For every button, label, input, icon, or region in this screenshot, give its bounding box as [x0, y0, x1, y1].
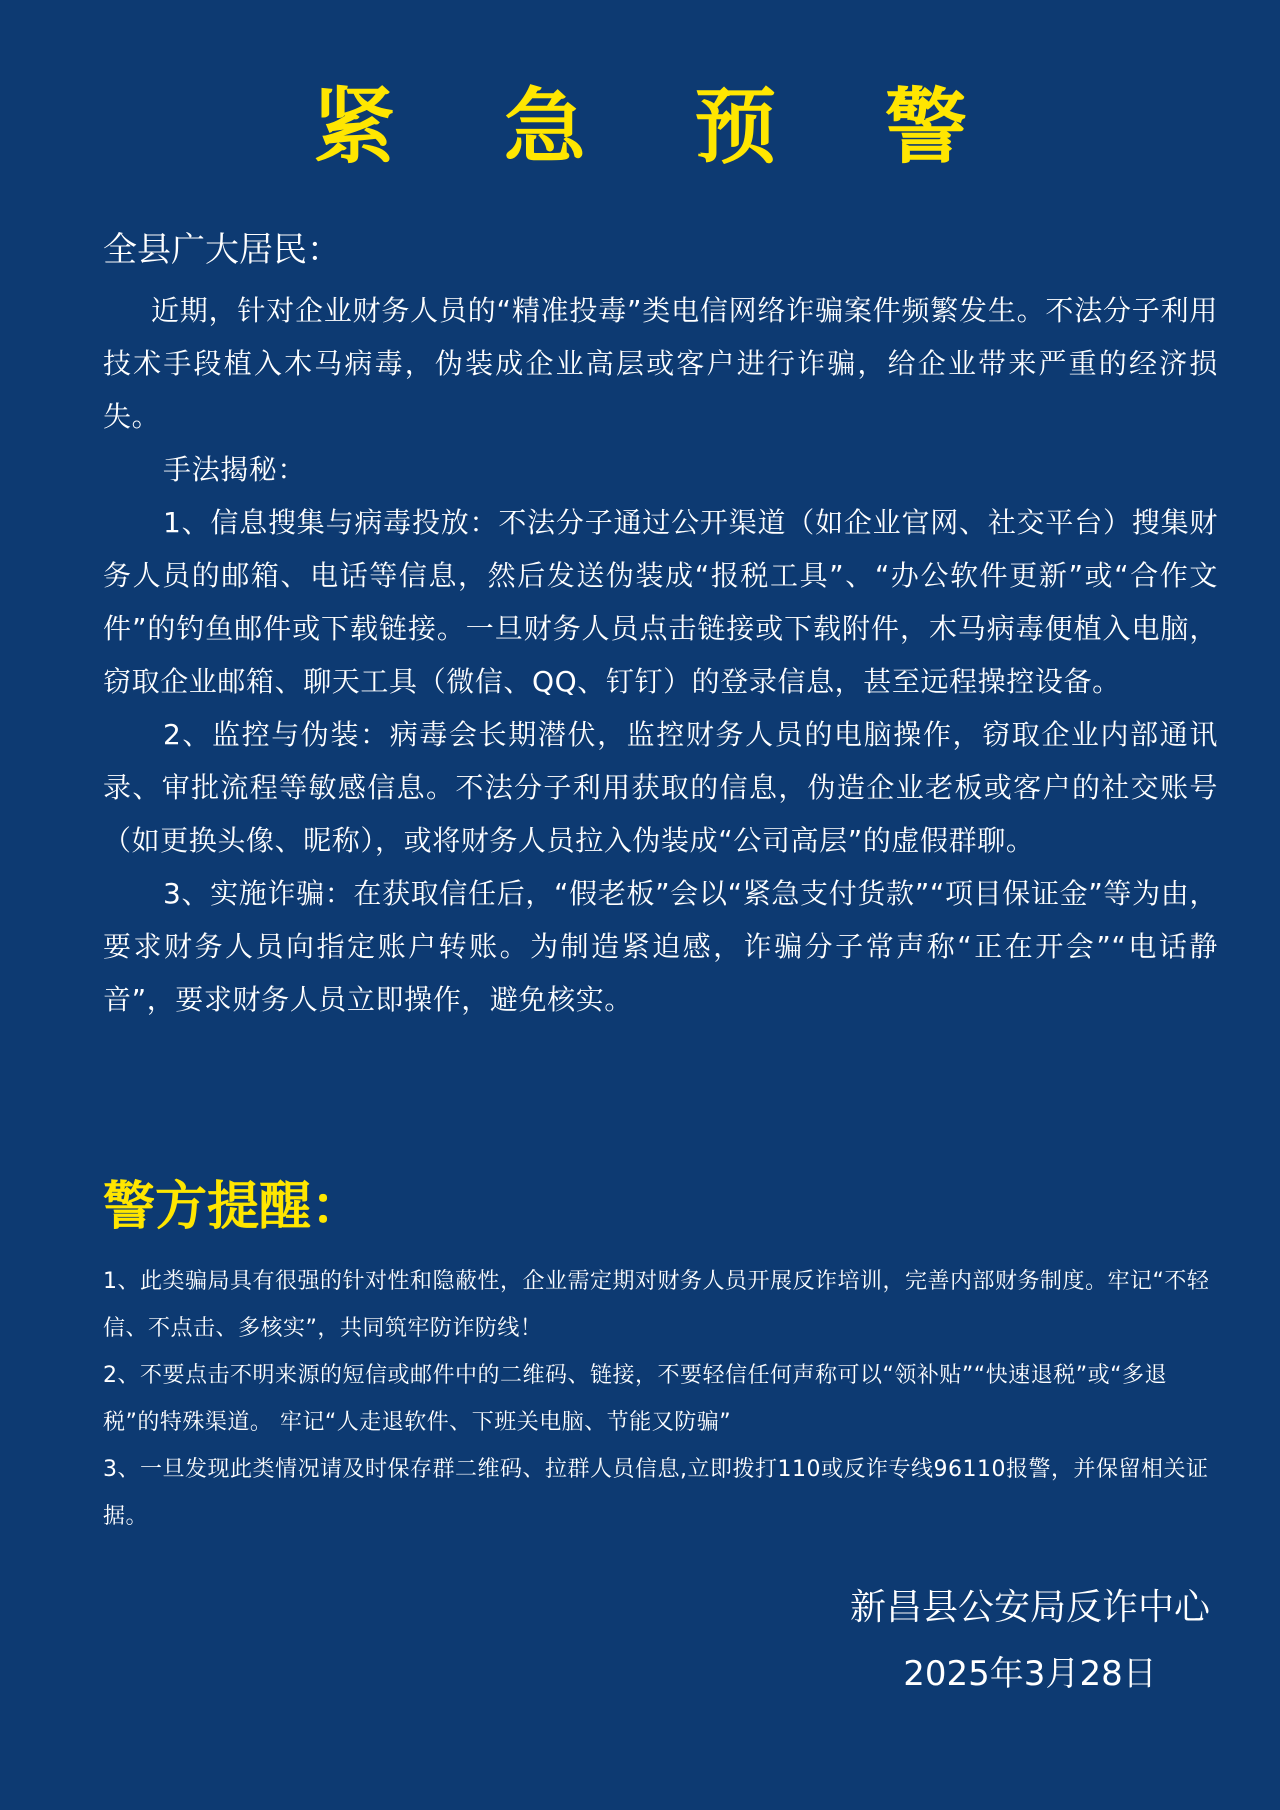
method-item-2: 2、监控与伪装：病毒会长期潜伏，监控财务人员的电脑操作，窃取企业内部通讯录、审批流程等敏感信息。不法分子利用获取的信息，伪造企业老板或客户的社交账号（如更换头像、昵称），或将财务人员拉入伪装成“公司高层”的虚假群聊。: [103, 718, 1218, 857]
page-title: 紧 急 预 警: [313, 80, 1007, 175]
signature-block: [820, 1580, 1240, 1702]
issuing-organization: 新昌县公安局反诈中心: [849, 1587, 1210, 1628]
method-item-1: 1、信息搜集与病毒投放：不法分子通过公开渠道（如企业官网、社交平台）搜集财务人员的邮箱、电话等信息，然后发送伪装成“报税工具”、“办公软件更新”或“合作文件”的钓鱼邮件或下载链接。一旦财务人员点击链接或下载附件，木马病毒便植入电脑，窃取企业邮箱、聊天工具（微信、QQ、钉钉）的登录信息，甚至远程操控设备。: [103, 506, 1218, 698]
methods-heading: 手法揭秘：: [163, 453, 307, 486]
intro-body: [103, 284, 1218, 1026]
reminder-list: [103, 1258, 1223, 1540]
salutation: 全县广大居民：: [103, 230, 341, 270]
police-reminder-heading: 警方提醒：: [103, 1177, 364, 1237]
reminder-item-1: 1、此类骗局具有很强的针对性和隐蔽性，企业需定期对财务人员开展反诈培训，完善内部财务制度。牢记“不轻信、不点击、多核实”，共同筑牢防诈防线！: [103, 1269, 1210, 1341]
reminder-item-3: 3、一旦发现此类情况请及时保存群二维码、拉群人员信息,立即拨打110或反诈专线96110报警，并保留相关证据。: [103, 1457, 1209, 1529]
intro-paragraph: 近期，针对企业财务人员的“精准投毒”类电信网络诈骗案件频繁发生。不法分子利用技术手段植入木马病毒，伪装成企业高层或客户进行诈骗，给企业带来严重的经济损失。: [103, 294, 1218, 433]
issue-date: 2025年3月28日: [903, 1654, 1157, 1694]
method-item-3: 3、实施诈骗：在获取信任后，“假老板”会以“紧急支付货款”“项目保证金”等为由，要求财务人员向指定账户转账。为制造紧迫感，诈骗分子常声称“正在开会”“电话静音”，要求财务人员立即操作，避免核实。: [103, 877, 1218, 1016]
reminder-item-2: 2、不要点击不明来源的短信或邮件中的二维码、链接，不要轻信任何声称可以“领补贴”“快速退税”或“多退税”的特殊渠道。 牢记“人走退软件、下班关电脑、节能又防骗”: [103, 1363, 1167, 1435]
